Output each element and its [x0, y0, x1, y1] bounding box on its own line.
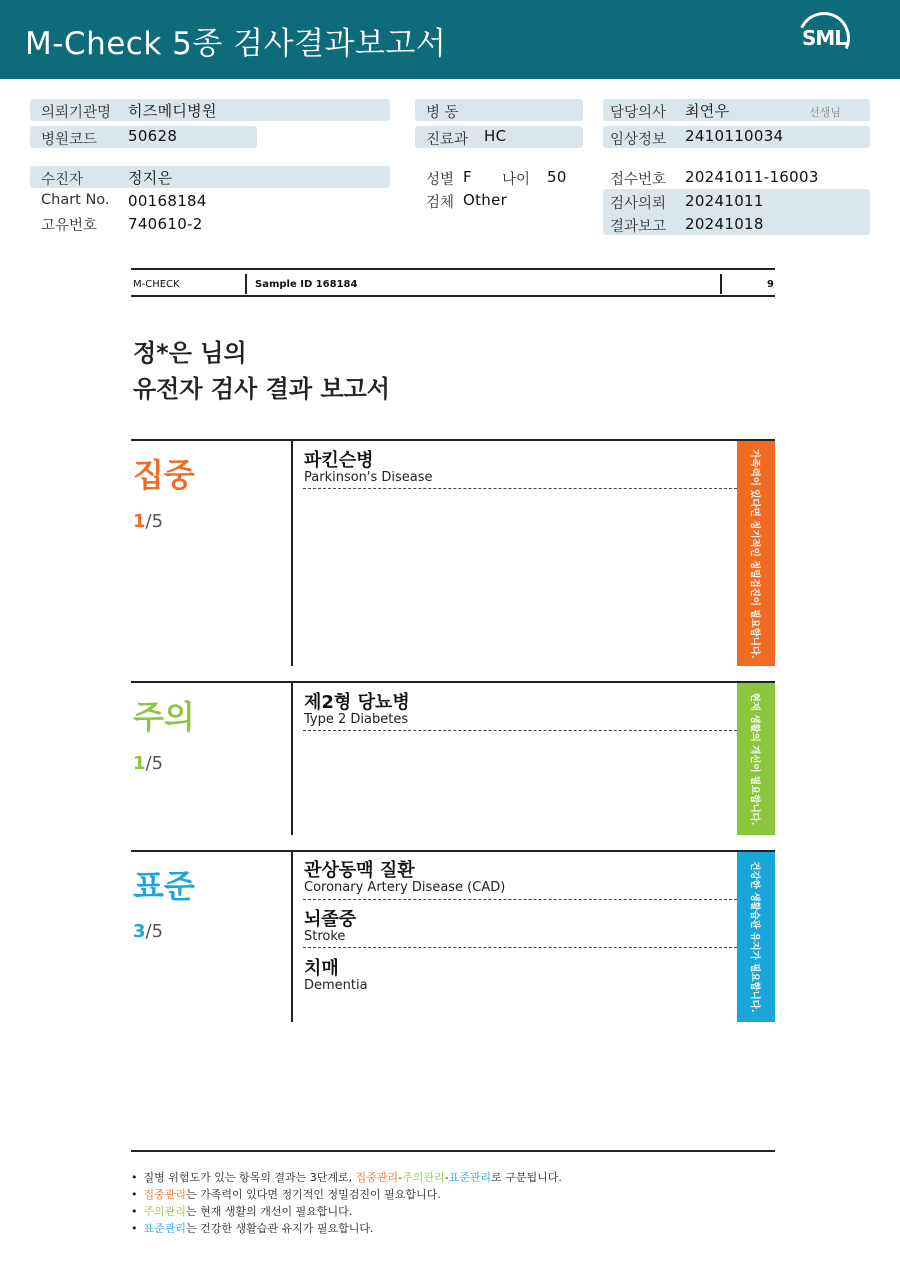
report-page-number: 9: [767, 279, 774, 290]
label-request-date: 검사의뢰: [610, 196, 667, 212]
label-department: 진료과: [426, 132, 469, 148]
label-clinical-info: 임상정보: [610, 132, 667, 148]
section-intensive-divider: [291, 441, 293, 666]
value-chart-no: 00168184: [128, 192, 207, 210]
disease-name-ko: 뇌졸중: [304, 909, 357, 930]
report-header-top-rule: [131, 268, 775, 270]
section-intensive-title: 집중: [133, 456, 195, 494]
sml-logo: [796, 12, 854, 66]
report-product: M-CHECK: [133, 279, 180, 290]
report-title-name: 정*은 님의: [133, 339, 247, 367]
disease-name-ko: 제2형 당뇨병: [304, 692, 410, 713]
disease-name-en: Stroke: [304, 929, 346, 944]
value-institution: 히즈메디병원: [128, 102, 217, 120]
value-hospital-code: 50628: [128, 127, 178, 145]
disease-name-ko: 치매: [304, 958, 339, 979]
report-header-divider: [245, 274, 247, 294]
disease-name-en: Type 2 Diabetes: [304, 712, 409, 727]
header-bar: [0, 0, 900, 79]
label-doctor: 담당의사: [610, 105, 667, 121]
doctor-suffix: 선생님: [809, 106, 841, 119]
footnote-line: • 표준관리는 건강한 생활습관 유지가 필요합니다.: [131, 1222, 374, 1235]
section-caution-sidenote: 현재 생활의 개선이 필요합니다.: [737, 683, 775, 835]
label-chart-no: Chart No.: [41, 192, 110, 208]
disease-separator: [303, 730, 737, 731]
page-title: M-Check 5종 검사결과보고서: [25, 26, 447, 62]
value-sex: F: [463, 168, 472, 186]
disease-separator: [303, 488, 737, 489]
section-caution-title: 주의: [133, 698, 195, 736]
section-standard-sidenote: 건강한 생활습관 유지가 필요합니다.: [737, 852, 775, 1022]
value-clinical-info: 2410110034: [685, 127, 784, 145]
value-unique-no: 740610-2: [128, 215, 203, 233]
value-receipt-no: 20241011-16003: [685, 168, 819, 186]
value-department: HC: [484, 127, 507, 145]
footnote-line: • 질병 위험도가 있는 항목의 결과는 3단계로, 집중관리-주의관리-표준관리로 구분됩니다.: [131, 1171, 562, 1184]
label-hospital-code: 병원코드: [41, 132, 98, 148]
value-request-date: 20241011: [685, 192, 764, 210]
report-header-bottom-rule: [131, 295, 775, 297]
logo-text: SML: [802, 26, 847, 50]
disease-separator: [303, 947, 737, 948]
label-ward: 병 동: [426, 105, 459, 121]
info-bar-patient: [30, 166, 390, 188]
report-header-divider: [720, 274, 722, 294]
footnote-rule: [131, 1150, 775, 1152]
footnote-line: • 주의관리는 현재 생활의 개선이 필요합니다.: [131, 1205, 353, 1218]
footnote-line: • 집중관리는 가족력이 있다면 정기적인 정밀검진이 필요합니다.: [131, 1188, 441, 1201]
section-caution-rule: [131, 681, 775, 683]
section-intensive-sidenote: 가족력이 있다면 정기적인 정밀검진이 필요합니다.: [737, 441, 775, 666]
section-standard-title: 표준: [133, 867, 195, 905]
section-standard-divider: [291, 852, 293, 1022]
label-institution: 의뢰기관명: [41, 105, 112, 121]
value-patient-name: 정지은: [128, 169, 173, 187]
disease-name-en: Dementia: [304, 978, 368, 993]
label-unique-no: 고유번호: [41, 218, 98, 234]
label-age: 나이: [502, 172, 531, 188]
disease-separator: [303, 899, 737, 900]
disease-name-en: Parkinson's Disease: [304, 470, 433, 485]
label-specimen: 검체: [426, 195, 455, 211]
report-title-main: 유전자 검사 결과 보고서: [133, 375, 390, 403]
disease-name-en: Coronary Artery Disease (CAD): [304, 880, 506, 895]
report-sample-id: Sample ID 168184: [255, 279, 358, 290]
value-specimen: Other: [463, 191, 508, 209]
section-standard-rule: [131, 850, 775, 852]
disease-name-ko: 파킨슨병: [304, 450, 374, 471]
section-intensive-rule: [131, 439, 775, 441]
value-report-date: 20241018: [685, 215, 764, 233]
section-intensive-count: 1/5: [133, 511, 164, 532]
label-sex: 성별: [426, 172, 455, 188]
section-caution-count: 1/5: [133, 753, 164, 774]
label-receipt-no: 접수번호: [610, 172, 667, 188]
value-age: 50: [547, 168, 567, 186]
label-report-date: 결과보고: [610, 219, 667, 235]
section-standard-count: 3/5: [133, 921, 164, 942]
section-caution-divider: [291, 683, 293, 835]
value-doctor: 최연우: [685, 102, 730, 120]
label-patient-name: 수진자: [41, 172, 84, 188]
disease-name-ko: 관상동맥 질환: [304, 860, 415, 881]
